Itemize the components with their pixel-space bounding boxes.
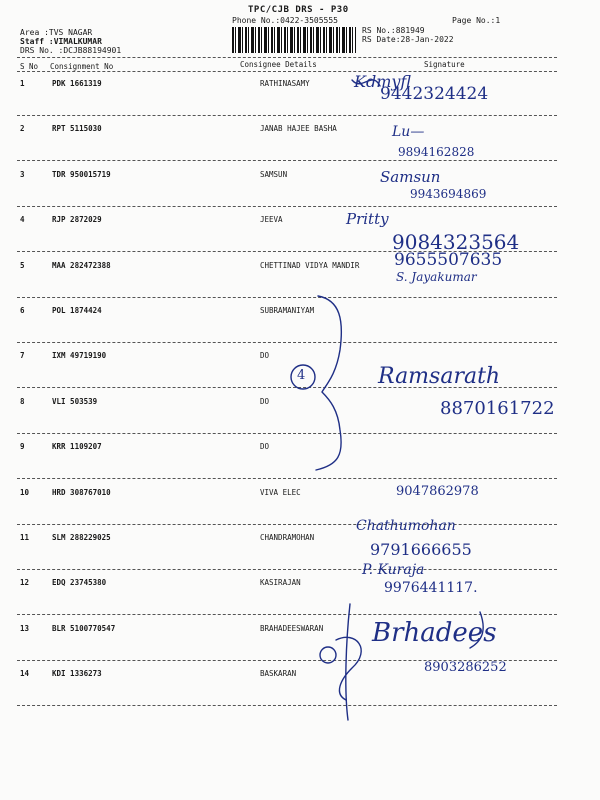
col-header-consignment: Consignment No [50,62,114,71]
phone-number: Phone No.:0422-3505555 [232,16,338,25]
row-divider [17,705,557,706]
row-consignment-number: RPT 5115030 [52,124,102,133]
row-consignee-name: BASKARAN [260,669,297,678]
handwritten-signature: P. Kuraja [362,562,425,578]
row-consignment-number: PDK 1661319 [52,79,102,88]
row-consignment-number: IXM 49719190 [52,351,107,360]
row-serial-number: 2 [20,124,25,133]
row-consignment-number: SLM 288229025 [52,533,111,542]
row-divider [17,524,557,525]
row-serial-number: 10 [20,488,30,497]
row-consignee-name: CHANDRAMOHAN [260,533,315,542]
row-serial-number: 12 [20,578,30,587]
row-divider [17,433,557,434]
handwritten-phone: 9943694869 [410,187,487,201]
handwritten-signature: Chathumohan [356,518,456,534]
row-serial-number: 6 [20,306,25,315]
row-consignment-number: HRD 308767010 [52,488,111,497]
handwritten-phone: 8903286252 [424,660,507,675]
handwritten-phone: 9442324424 [380,84,489,104]
row-divider [17,297,557,298]
handwritten-phone: 9084323564 [392,230,520,254]
handwritten-signature: Ramsarath [378,364,501,389]
col-header-signature: Signature [424,60,465,69]
row-consignment-number: KDI 1336273 [52,669,102,678]
row-serial-number: 14 [20,669,30,678]
row-consignee-name: DO [260,351,270,360]
row-serial-number: 5 [20,261,25,270]
row-consignee-name: KASIRAJAN [260,578,301,587]
handwritten-phone: 8870161722 [440,398,555,419]
row-serial-number: 9 [20,442,25,451]
row-divider [17,342,557,343]
row-serial-number: 11 [20,533,30,542]
row-divider [17,160,557,161]
row-consignee-name: JEEVA [260,215,283,224]
row-consignee-name: CHETTINAD VIDYA MANDIR [260,261,360,270]
row-consignment-number: RJP 2872029 [52,215,102,224]
row-consignee-name: BRAHADEESWARAN [260,624,324,633]
page-number: Page No.:1 [452,16,501,25]
handwritten-count: 4 [297,368,306,383]
row-consignee-name: SUBRAMANIYAM [260,306,315,315]
divider [17,57,557,58]
row-divider [17,569,557,570]
handwritten-phone: 9791666655 [370,540,472,559]
handwritten-phone: 9655507635 [394,250,503,270]
row-consignment-number: MAA 282472388 [52,261,111,270]
row-serial-number: 1 [20,79,25,88]
row-consignee-name: DO [260,397,270,406]
area-label: Area :TVS NAGAR [20,28,93,37]
row-consignment-number: BLR 5100770547 [52,624,116,633]
row-divider [17,614,557,615]
handwritten-signature: S. Jayakumar [396,270,477,284]
divider [17,71,557,72]
row-consignee-name: SAMSUN [260,170,288,179]
handwritten-signature: Pritty [346,210,389,228]
row-divider [17,206,557,207]
handwritten-signature: Brhadees [372,618,497,648]
row-consignee-name: JANAB HAJEE BASHA [260,124,337,133]
handwritten-phone: 9047862978 [396,484,479,499]
col-header-consignee: Consignee Details [240,60,317,69]
document-title: TPC/CJB DRS - P30 [248,5,349,15]
rs-number: RS No.:881949 [362,26,425,35]
row-divider [17,115,557,116]
row-consignment-number: TDR 950015719 [52,170,111,179]
row-consignment-number: POL 1874424 [52,306,102,315]
row-serial-number: 7 [20,351,25,360]
staff-label: Staff :VIMALKUMAR [20,37,102,46]
rs-date: RS Date:28-Jan-2022 [362,35,454,44]
row-divider [17,478,557,479]
row-consignee-name: RATHINASAMY [260,79,310,88]
row-serial-number: 3 [20,170,25,179]
handwritten-phone: 9894162828 [398,145,475,159]
col-header-sno: S No [20,62,39,71]
handwritten-signature: Lu— [392,124,425,140]
row-consignee-name: DO [260,442,270,451]
bracket-stroke [316,296,341,470]
sig-stroke [346,604,350,720]
row-serial-number: 4 [20,215,25,224]
row-consignment-number: VLI 503539 [52,397,98,406]
row-consignment-number: EDQ 23745380 [52,578,107,587]
row-serial-number: 13 [20,624,30,633]
handwritten-signature: Samsun [380,168,441,186]
drs-number: DRS No. :DCJB88194901 [20,46,122,55]
row-consignment-number: KRR 1109207 [52,442,102,451]
handwritten-phone: 9976441117. [384,580,478,596]
row-consignee-name: VIVA ELEC [260,488,301,497]
row-serial-number: 8 [20,397,25,406]
barcode [232,27,356,53]
handwritten-signature: Kdmyfl [354,72,412,91]
